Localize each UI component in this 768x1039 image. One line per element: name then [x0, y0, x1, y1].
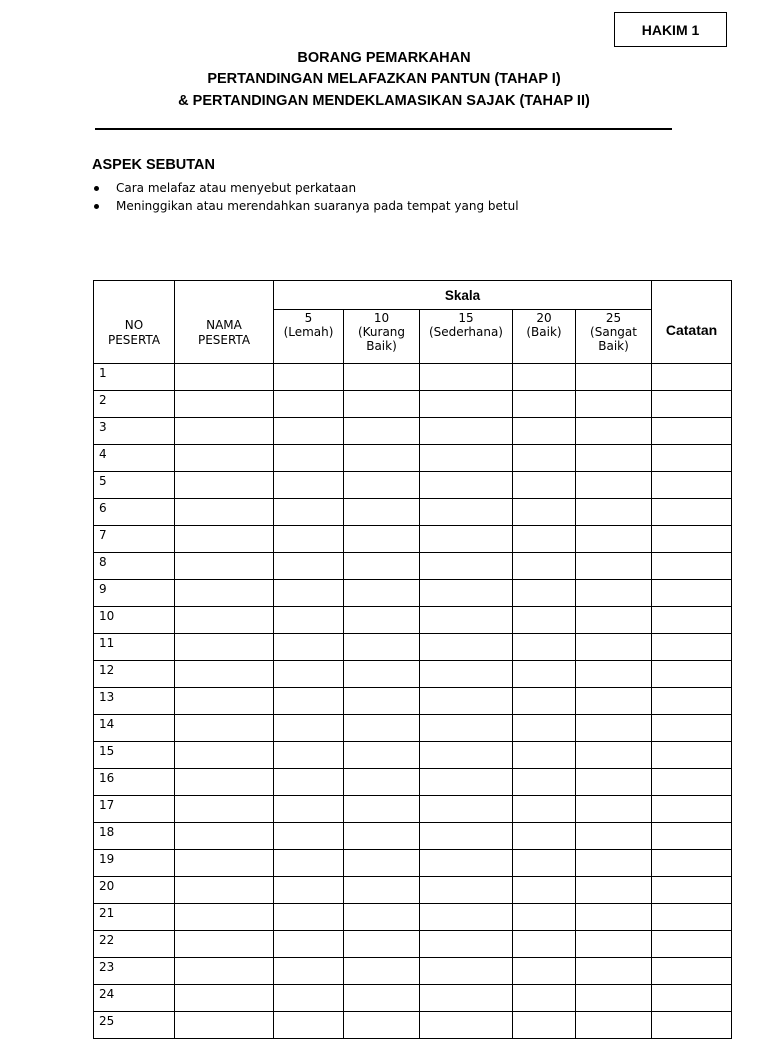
notes-cell[interactable] [652, 823, 732, 850]
score-15-cell[interactable] [420, 715, 513, 742]
score-5-cell[interactable] [274, 931, 344, 958]
notes-cell[interactable] [652, 580, 732, 607]
score-25-cell[interactable] [576, 391, 652, 418]
score-5-cell[interactable] [274, 823, 344, 850]
participant-name-cell[interactable] [175, 418, 274, 445]
aspect-item: Meninggikan atau merendahkan suaranya pada tempat yang betul [92, 197, 519, 215]
participant-name-cell[interactable] [175, 823, 274, 850]
score-20-cell[interactable] [513, 823, 576, 850]
score-20-cell[interactable] [513, 1012, 576, 1039]
notes-cell[interactable] [652, 607, 732, 634]
participant-number: 3 [94, 418, 175, 445]
participant-number: 12 [94, 661, 175, 688]
score-25-cell[interactable] [576, 904, 652, 931]
table-row [94, 580, 732, 607]
score-15-cell[interactable] [420, 472, 513, 499]
score-10-cell[interactable] [344, 1012, 420, 1039]
participant-name-cell[interactable] [175, 985, 274, 1012]
participant-number: 21 [94, 904, 175, 931]
score-5-cell[interactable] [274, 1012, 344, 1039]
score-20-cell[interactable] [513, 472, 576, 499]
table-row [94, 499, 732, 526]
notes-cell[interactable] [652, 445, 732, 472]
participant-number: 25 [94, 1012, 175, 1039]
score-5-cell[interactable] [274, 418, 344, 445]
score-20-cell[interactable] [513, 715, 576, 742]
participant-name-cell[interactable] [175, 742, 274, 769]
participant-number: 23 [94, 958, 175, 985]
notes-cell[interactable] [652, 634, 732, 661]
notes-cell[interactable] [652, 742, 732, 769]
score-20-cell[interactable] [513, 931, 576, 958]
score-15-cell[interactable] [420, 580, 513, 607]
score-20-cell[interactable] [513, 526, 576, 553]
score-15-cell[interactable] [420, 796, 513, 823]
table-row [94, 796, 732, 823]
participant-name-cell[interactable] [175, 499, 274, 526]
scale-5: 5 (Lemah) [274, 310, 344, 364]
notes-cell[interactable] [652, 553, 732, 580]
table-row [94, 445, 732, 472]
score-5-cell[interactable] [274, 661, 344, 688]
score-15-cell[interactable] [420, 391, 513, 418]
notes-cell[interactable] [652, 985, 732, 1012]
score-10-cell[interactable] [344, 958, 420, 985]
participant-name-cell[interactable] [175, 553, 274, 580]
score-15-cell[interactable] [420, 958, 513, 985]
score-25-cell[interactable] [576, 823, 652, 850]
scale-15: 15 (Sederhana) [420, 310, 513, 364]
score-10-cell[interactable] [344, 661, 420, 688]
score-5-cell[interactable] [274, 877, 344, 904]
table-row [94, 769, 732, 796]
participant-number: 16 [94, 769, 175, 796]
table-row [94, 850, 732, 877]
judge-label: HAKIM 1 [614, 12, 727, 47]
score-15-cell[interactable] [420, 823, 513, 850]
form-title: BORANG PEMARKAHAN [297, 50, 471, 66]
participant-number: 20 [94, 877, 175, 904]
score-20-cell[interactable] [513, 553, 576, 580]
table-row [94, 472, 732, 499]
table-row [94, 958, 732, 985]
participant-number: 4 [94, 445, 175, 472]
table-row [94, 742, 732, 769]
participant-number: 13 [94, 688, 175, 715]
participant-name-cell[interactable] [175, 634, 274, 661]
score-25-cell[interactable] [576, 499, 652, 526]
header-notes: Catatan [652, 281, 732, 364]
score-15-cell[interactable] [420, 553, 513, 580]
score-20-cell[interactable] [513, 985, 576, 1012]
notes-cell[interactable] [652, 877, 732, 904]
notes-cell[interactable] [652, 796, 732, 823]
score-15-cell[interactable] [420, 769, 513, 796]
score-15-cell[interactable] [420, 607, 513, 634]
table-row [94, 391, 732, 418]
table-row [94, 364, 732, 391]
participant-name-cell[interactable] [175, 688, 274, 715]
notes-cell[interactable] [652, 391, 732, 418]
score-25-cell[interactable] [576, 796, 652, 823]
score-5-cell[interactable] [274, 364, 344, 391]
notes-cell[interactable] [652, 715, 732, 742]
participant-number: 18 [94, 823, 175, 850]
score-table [93, 280, 732, 1039]
table-row [94, 634, 732, 661]
score-25-cell[interactable] [576, 661, 652, 688]
scale-25: 25 (Sangat Baik) [576, 310, 652, 364]
score-10-cell[interactable] [344, 526, 420, 553]
participant-number: 24 [94, 985, 175, 1012]
score-5-cell[interactable] [274, 769, 344, 796]
notes-cell[interactable] [652, 661, 732, 688]
score-10-cell[interactable] [344, 715, 420, 742]
participant-name-cell[interactable] [175, 364, 274, 391]
table-row [94, 877, 732, 904]
score-10-cell[interactable] [344, 607, 420, 634]
score-20-cell[interactable] [513, 904, 576, 931]
header-nama-peserta: NAMA PESERTA [175, 281, 274, 364]
score-10-cell[interactable] [344, 634, 420, 661]
score-15-cell[interactable] [420, 688, 513, 715]
score-5-cell[interactable] [274, 553, 344, 580]
score-15-cell[interactable] [420, 742, 513, 769]
table-row [94, 823, 732, 850]
bullet-icon [94, 204, 99, 209]
score-10-cell[interactable] [344, 580, 420, 607]
score-5-cell[interactable] [274, 904, 344, 931]
score-20-cell[interactable] [513, 580, 576, 607]
header-scale: Skala [274, 281, 652, 310]
score-25-cell[interactable] [576, 688, 652, 715]
participant-number: 17 [94, 796, 175, 823]
participant-name-cell[interactable] [175, 661, 274, 688]
score-10-cell[interactable] [344, 904, 420, 931]
participant-number: 2 [94, 391, 175, 418]
score-15-cell[interactable] [420, 526, 513, 553]
participant-name-cell[interactable] [175, 607, 274, 634]
score-5-cell[interactable] [274, 472, 344, 499]
score-20-cell[interactable] [513, 769, 576, 796]
participant-number: 15 [94, 742, 175, 769]
notes-cell[interactable] [652, 769, 732, 796]
score-25-cell[interactable] [576, 769, 652, 796]
participant-name-cell[interactable] [175, 472, 274, 499]
score-20-cell[interactable] [513, 877, 576, 904]
participant-number: 14 [94, 715, 175, 742]
participant-number: 10 [94, 607, 175, 634]
score-5-cell[interactable] [274, 688, 344, 715]
participant-name-cell[interactable] [175, 526, 274, 553]
score-25-cell[interactable] [576, 553, 652, 580]
score-15-cell[interactable] [420, 661, 513, 688]
participant-name-cell[interactable] [175, 931, 274, 958]
score-20-cell[interactable] [513, 418, 576, 445]
score-25-cell[interactable] [576, 418, 652, 445]
scale-20: 20 (Baik) [513, 310, 576, 364]
score-15-cell[interactable] [420, 850, 513, 877]
score-5-cell[interactable] [274, 499, 344, 526]
score-20-cell[interactable] [513, 796, 576, 823]
score-20-cell[interactable] [513, 364, 576, 391]
aspect-heading: ASPEK SEBUTAN [92, 157, 215, 173]
score-5-cell[interactable] [274, 985, 344, 1012]
participant-number: 6 [94, 499, 175, 526]
table-row [94, 526, 732, 553]
table-row [94, 553, 732, 580]
score-15-cell[interactable] [420, 985, 513, 1012]
participant-name-cell[interactable] [175, 796, 274, 823]
notes-cell[interactable] [652, 499, 732, 526]
participant-number: 11 [94, 634, 175, 661]
score-15-cell[interactable] [420, 877, 513, 904]
score-25-cell[interactable] [576, 985, 652, 1012]
notes-cell[interactable] [652, 904, 732, 931]
notes-cell[interactable] [652, 958, 732, 985]
score-5-cell[interactable] [274, 958, 344, 985]
participant-name-cell[interactable] [175, 1012, 274, 1039]
score-5-cell[interactable] [274, 715, 344, 742]
score-15-cell[interactable] [420, 499, 513, 526]
score-10-cell[interactable] [344, 850, 420, 877]
notes-cell[interactable] [652, 931, 732, 958]
score-5-cell[interactable] [274, 850, 344, 877]
score-10-cell[interactable] [344, 877, 420, 904]
score-10-cell[interactable] [344, 472, 420, 499]
participant-name-cell[interactable] [175, 850, 274, 877]
notes-cell[interactable] [652, 850, 732, 877]
participant-name-cell[interactable] [175, 877, 274, 904]
score-20-cell[interactable] [513, 499, 576, 526]
score-20-cell[interactable] [513, 445, 576, 472]
participant-number: 1 [94, 364, 175, 391]
participant-number: 5 [94, 472, 175, 499]
form-subtitle-2: & PERTANDINGAN MENDEKLAMASIKAN SAJAK (TAHAP II) [178, 93, 590, 109]
score-25-cell[interactable] [576, 634, 652, 661]
score-25-cell[interactable] [576, 526, 652, 553]
bullet-icon [94, 186, 99, 191]
participant-name-cell[interactable] [175, 445, 274, 472]
table-row [94, 904, 732, 931]
score-5-cell[interactable] [274, 445, 344, 472]
score-5-cell[interactable] [274, 796, 344, 823]
score-10-cell[interactable] [344, 931, 420, 958]
score-5-cell[interactable] [274, 634, 344, 661]
scale-10: 10 (Kurang Baik) [344, 310, 420, 364]
aspect-item: Cara melafaz atau menyebut perkataan [92, 179, 519, 197]
score-10-cell[interactable] [344, 796, 420, 823]
score-5-cell[interactable] [274, 391, 344, 418]
table-row [94, 715, 732, 742]
score-25-cell[interactable] [576, 850, 652, 877]
table-row [94, 607, 732, 634]
score-25-cell[interactable] [576, 877, 652, 904]
participant-name-cell[interactable] [175, 715, 274, 742]
score-15-cell[interactable] [420, 418, 513, 445]
aspect-list [92, 179, 519, 215]
participant-name-cell[interactable] [175, 580, 274, 607]
score-20-cell[interactable] [513, 661, 576, 688]
title-divider [95, 128, 672, 130]
score-10-cell[interactable] [344, 769, 420, 796]
score-15-cell[interactable] [420, 634, 513, 661]
score-25-cell[interactable] [576, 742, 652, 769]
score-20-cell[interactable] [513, 850, 576, 877]
participant-name-cell[interactable] [175, 769, 274, 796]
participant-number: 8 [94, 553, 175, 580]
table-row [94, 1012, 732, 1039]
score-25-cell[interactable] [576, 364, 652, 391]
score-10-cell[interactable] [344, 742, 420, 769]
score-5-cell[interactable] [274, 607, 344, 634]
score-20-cell[interactable] [513, 742, 576, 769]
table-row [94, 661, 732, 688]
score-10-cell[interactable] [344, 418, 420, 445]
table-row [94, 985, 732, 1012]
score-10-cell[interactable] [344, 985, 420, 1012]
score-20-cell[interactable] [513, 391, 576, 418]
score-5-cell[interactable] [274, 580, 344, 607]
notes-cell[interactable] [652, 472, 732, 499]
form-subtitle-1: PERTANDINGAN MELAFAZKAN PANTUN (TAHAP I) [207, 71, 561, 87]
notes-cell[interactable] [652, 364, 732, 391]
score-25-cell[interactable] [576, 958, 652, 985]
participant-name-cell[interactable] [175, 904, 274, 931]
score-25-cell[interactable] [576, 931, 652, 958]
score-15-cell[interactable] [420, 364, 513, 391]
score-5-cell[interactable] [274, 742, 344, 769]
notes-cell[interactable] [652, 526, 732, 553]
notes-cell[interactable] [652, 1012, 732, 1039]
participant-number: 22 [94, 931, 175, 958]
score-15-cell[interactable] [420, 904, 513, 931]
table-row [94, 931, 732, 958]
score-10-cell[interactable] [344, 391, 420, 418]
score-10-cell[interactable] [344, 499, 420, 526]
participant-number: 9 [94, 580, 175, 607]
score-5-cell[interactable] [274, 526, 344, 553]
table-row [94, 418, 732, 445]
score-15-cell[interactable] [420, 1012, 513, 1039]
header-no-peserta: NO PESERTA [94, 281, 175, 364]
participant-number: 7 [94, 526, 175, 553]
notes-cell[interactable] [652, 688, 732, 715]
score-10-cell[interactable] [344, 823, 420, 850]
score-10-cell[interactable] [344, 364, 420, 391]
score-25-cell[interactable] [576, 1012, 652, 1039]
score-25-cell[interactable] [576, 607, 652, 634]
participant-number: 19 [94, 850, 175, 877]
participant-name-cell[interactable] [175, 958, 274, 985]
score-10-cell[interactable] [344, 688, 420, 715]
score-10-cell[interactable] [344, 445, 420, 472]
score-25-cell[interactable] [576, 580, 652, 607]
score-25-cell[interactable] [576, 445, 652, 472]
score-20-cell[interactable] [513, 634, 576, 661]
score-10-cell[interactable] [344, 553, 420, 580]
score-15-cell[interactable] [420, 931, 513, 958]
score-15-cell[interactable] [420, 445, 513, 472]
score-25-cell[interactable] [576, 472, 652, 499]
score-25-cell[interactable] [576, 715, 652, 742]
score-20-cell[interactable] [513, 958, 576, 985]
score-20-cell[interactable] [513, 607, 576, 634]
notes-cell[interactable] [652, 418, 732, 445]
table-row [94, 688, 732, 715]
participant-name-cell[interactable] [175, 391, 274, 418]
score-20-cell[interactable] [513, 688, 576, 715]
